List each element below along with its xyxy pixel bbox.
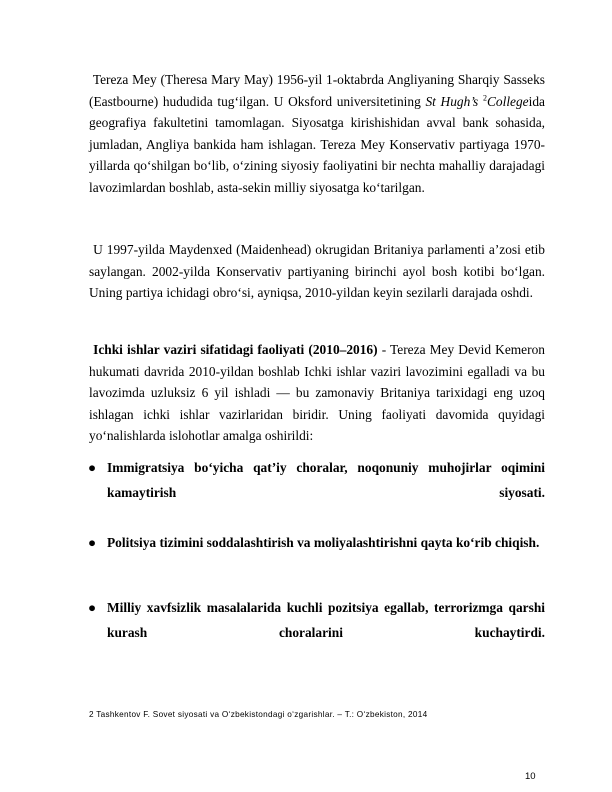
list-item [89, 596, 545, 645]
footnote-reference: 2 [482, 93, 487, 103]
bullet-icon: ● [88, 460, 97, 475]
paragraph-biography [89, 69, 545, 199]
list-item-text: Milliy xavfsizlik masalalarida kuchli pozitsiya egallab, terrorizmga qarshi kurash choralarini kuchaytirdi. [107, 600, 545, 640]
college-word-italic: College [486, 93, 529, 109]
paragraph-text: Tereza Mey (Theresa Mary May) 1956-yil 1-oktabrda Angliyaning Sharqiy Sasseks (Eastbourne) hududida tug‘ilgan. U Oksford universitetining [89, 72, 545, 109]
list-item-text: Immigratsiya bo‘yicha qat’iy choralar, noqonuniy muhojirlar oqimini kamaytirish siyosati. [107, 460, 545, 500]
paragraph-text-continued: ida geografiya fakultetini tamomlagan. Siyosatga kirishishidan avval bank sohasida, jumladan, Angliya bankida ham ishlagan. Tereza Mey Konservativ partiyaga 1970-yillarda qo‘shilgan bo‘lib, o‘zining siyosiy faoliyatini bir nechta mahalliy darajadagi lavozimlardan boshlab, asta-sekin milliy siyosatga ko‘tarilgan. [89, 93, 545, 195]
list-item [89, 456, 545, 505]
footnote: 2 Tashkentov F. Sovet siyosati va O‘zbekistondagi o‘zgarishlar. – T.: O‘zbekiston, 2014 [89, 710, 428, 719]
list-item [89, 531, 545, 556]
college-name-italic: St Hugh’s [425, 93, 479, 109]
bullet-icon: ● [88, 600, 97, 615]
paragraph-home-secretary [89, 339, 545, 447]
list-item-text: Politsiya tizimini soddalashtirish va moliyalashtirishni qayta ko‘rib chiqish. [107, 535, 540, 550]
section-heading-inline: Ichki ishlar vaziri sifatidagi faoliyati (2010–2016) [93, 342, 378, 357]
paragraph-text: - Tereza Mey Devid Kemeron hukumati davrida 2010-yildan boshlab Ichki ishlar vaziri lavozimini egalladi va bu lavozimda uzluksiz 6 yil ishladi — bu zamonaviy Britaniya tarixidagi eng uzoq ishlagan ichki ishlar vazirlaridan biridir. Uning faoliyati davomida quyidagi yo‘nalishlarda islohotlar amalga oshirildi: [89, 342, 545, 444]
bullet-icon: ● [88, 535, 97, 550]
page-number: 10 [525, 771, 536, 782]
paragraph-text: U 1997-yilda Maydenxed (Maidenhead) okrugidan Britaniya parlamenti a’zosi etib saylangan. 2002-yilda Konservativ partiyaning birinchi ayol bosh kotibi bo‘lgan. Uning partiya ichidagi obro‘si, ayniqsa, 2010-yildan keyin sezilarli darajada oshdi. [89, 242, 545, 301]
paragraph-parliament [89, 239, 545, 304]
